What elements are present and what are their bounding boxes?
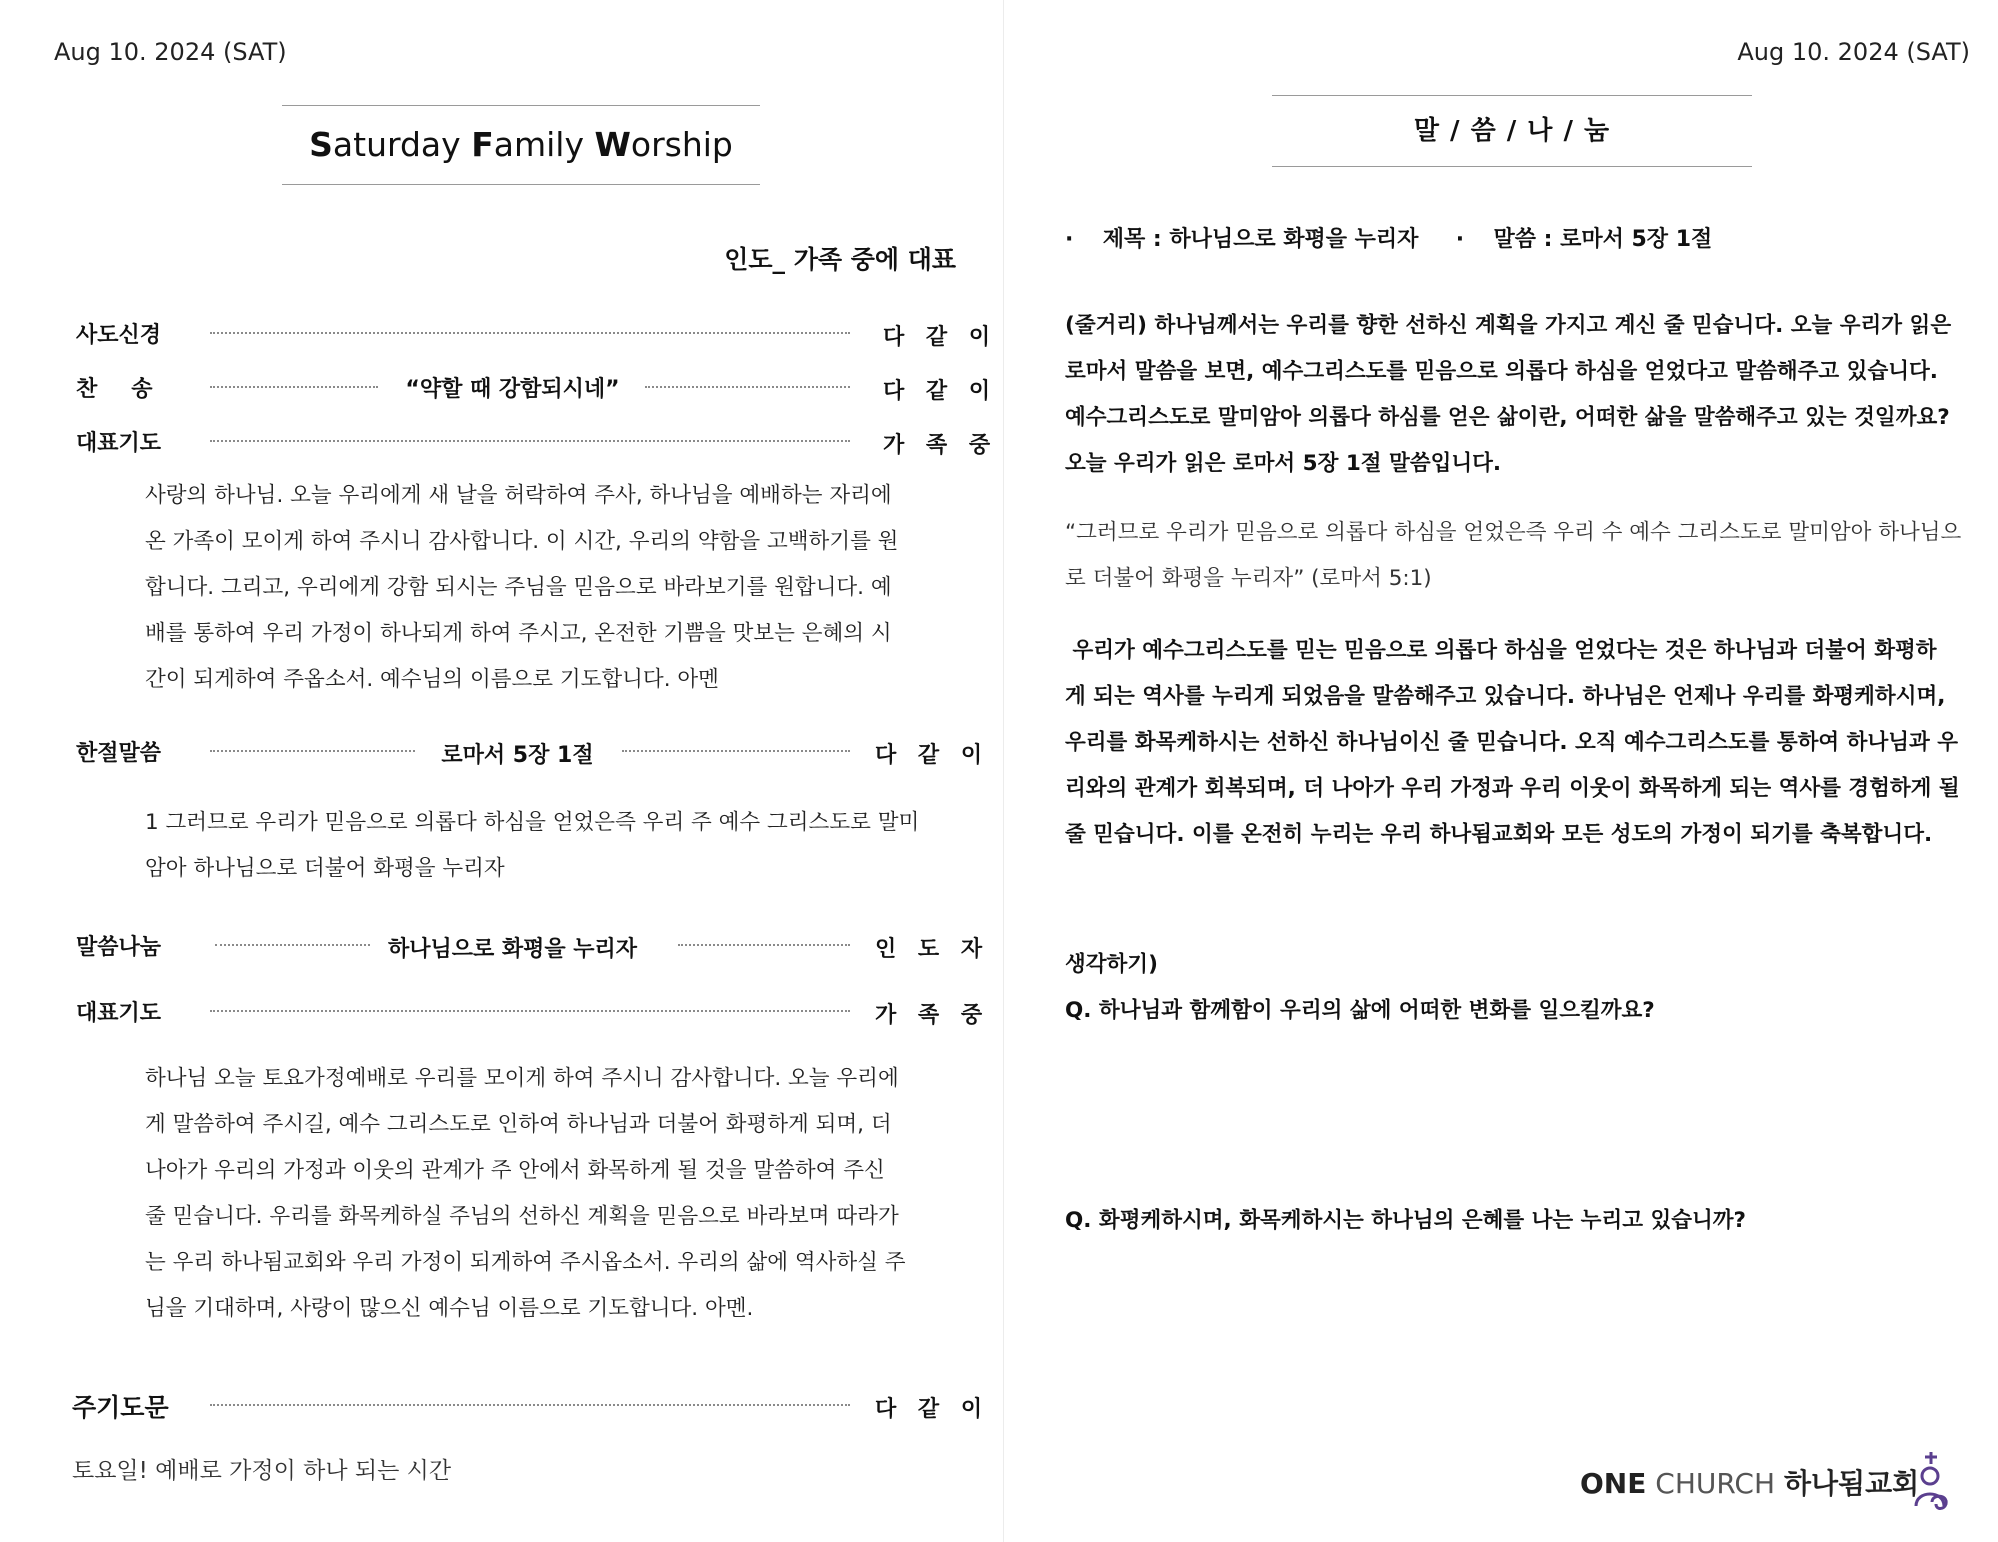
left-date: Aug 10. 2024 (SAT)	[54, 38, 287, 66]
dotted-leader	[622, 750, 850, 752]
sermon-body	[1065, 628, 1965, 858]
opening-prayer-text	[145, 473, 898, 703]
subject-line	[1065, 222, 1712, 253]
worship-title	[282, 105, 760, 185]
right-page	[1005, 0, 1998, 1542]
dotted-leader	[215, 944, 370, 946]
body-line: 우리를 화목케하시는 선하신 하나님이신 줄 믿습니다. 오직 예수그리스도를 통하여 하나님과 우	[1065, 730, 1959, 755]
title-part-1: aturday	[332, 125, 472, 164]
body-line: 우리가 예수그리스도를 믿는 믿음으로 의롭다 하심을 얻었다는 것은 하나님과 더불어 화평하	[1065, 638, 1937, 663]
row-right-hymn: 다 같 이	[883, 379, 998, 404]
prayer-line: 합니다. 그리고, 우리에게 강함 되시는 주님을 믿음으로 바라보기를 원합니다. 예	[145, 575, 892, 600]
dotted-leader	[645, 386, 850, 388]
question-1: Q. 하나님과 함께함이 우리의 삶에 어떠한 변화를 일으킬까요?	[1065, 998, 1655, 1023]
row-right-creed: 다 같 이	[883, 325, 998, 350]
row-right-lords-prayer: 다 같 이	[875, 1397, 990, 1422]
row-right-prayer: 가 족 중	[883, 433, 998, 458]
row-right-closing-prayer: 가 족 중	[875, 1003, 990, 1028]
sermon-subject: 제목 : 하나님으로 화평을 누리자	[1102, 227, 1419, 252]
row-label-hymn: 찬송	[76, 377, 187, 402]
prayer-line: 는 우리 하나됨교회와 우리 가정이 되게하여 주시옵소서. 우리의 삶에 역사하실 주	[145, 1250, 906, 1275]
prayer-line: 온 가족이 모이게 하여 주시니 감사합니다. 이 시간, 우리의 약함을 고백하기를 원	[145, 529, 899, 554]
verse-line: 1 그러므로 우리가 믿음으로 의롭다 하심을 얻었은즉 우리 주 예수 그리스도로 말미	[145, 810, 920, 835]
summary-line: 오늘 우리가 읽은 로마서 5장 1절 말씀입니다.	[1065, 451, 1502, 476]
closing-prayer-text	[145, 1056, 906, 1332]
bullet-icon: ·	[1065, 227, 1074, 252]
dotted-leader	[210, 1404, 850, 1406]
prayer-line: 사랑의 하나님. 오늘 우리에게 새 날을 허락하여 주사, 하나님을 예배하는 자리에	[145, 483, 892, 508]
prayer-line: 줄 믿습니다. 우리를 화목케하실 주님의 선하신 계획을 믿음으로 바라보며 따라가	[145, 1204, 899, 1229]
church-cross-icon	[1910, 1450, 1954, 1512]
dotted-leader	[210, 440, 850, 442]
prayer-line: 배를 통하여 우리 가정이 하나되게 하여 주시고, 온전한 기쁨을 맛보는 은혜의 시	[145, 621, 892, 646]
logo-korean-name: 하나됨교회	[1783, 1467, 1920, 1500]
prayer-line: 님을 기대하며, 사랑이 많으신 예수님 이름으로 기도합니다. 아멘.	[145, 1296, 754, 1321]
sermon-sharing-title: 말 / 씀 / 나 / 눔	[1272, 95, 1752, 167]
title-part-3: orship	[630, 125, 733, 164]
row-middle-verse: 로마서 5장 1절	[441, 743, 594, 768]
prayer-line: 하나님 오늘 토요가정예배로 우리를 모이게 하여 주시니 감사합니다. 오늘 우리에	[145, 1066, 899, 1091]
dotted-leader	[210, 1010, 850, 1012]
body-line: 줄 믿습니다. 이를 온전히 누리는 우리 하나됨교회와 모든 성도의 가정이 되기를 축복합니다.	[1065, 822, 1933, 847]
summary-line: (줄거리) 하나님께서는 우리를 향한 선하신 계획을 가지고 계신 줄 믿습니다. 오늘 우리가 읽은	[1065, 313, 1952, 338]
quote-line: 로 더불어 화평을 누리자” (로마서 5:1)	[1065, 566, 1432, 591]
prayer-line: 게 말씀하여 주시길, 예수 그리스도로 인하여 하나님과 더불어 화평하게 되며, 더	[145, 1112, 892, 1137]
question-2: Q. 화평케하시며, 화목케하시는 하나님의 은혜를 나는 누리고 있습니까?	[1065, 1208, 1747, 1233]
footer-slogan: 토요일! 예배로 가정이 하나 되는 시간	[72, 1458, 452, 1484]
row-middle-hymn: “약할 때 강함되시네”	[405, 377, 620, 402]
sermon-scripture: 말씀 : 로마서 5장 1절	[1493, 227, 1713, 252]
logo-church: CHURCH	[1646, 1467, 1784, 1500]
verse-text	[145, 800, 919, 892]
title-initial-f: F	[471, 125, 494, 164]
summary-line: 로마서 말씀을 보면, 예수그리스도를 믿음으로 의롭다 하심을 얻었다고 말씀해주고 있습니다.	[1065, 359, 1938, 384]
dotted-leader	[210, 750, 415, 752]
row-middle-sharing: 하나님으로 화평을 누리자	[387, 937, 638, 962]
prayer-line: 간이 되게하여 주옵소서. 예수님의 이름으로 기도합니다. 아멘	[145, 667, 719, 692]
row-right-verse: 다 같 이	[875, 743, 990, 768]
prayer-line: 나아가 우리의 가정과 이웃의 관계가 주 안에서 화목하게 될 것을 말씀하여 주신	[145, 1158, 885, 1183]
church-logo	[1580, 1450, 1970, 1510]
right-date: Aug 10. 2024 (SAT)	[1737, 38, 1970, 66]
leader-line: 인도_ 가족 중에 대표	[724, 245, 956, 274]
body-line: 리와의 관계가 회복되며, 더 나아가 우리 가정과 우리 이웃이 화목하게 되는 역사를 경험하게 될	[1065, 776, 1960, 801]
body-line: 게 되는 역사를 누리게 되었음을 말씀해주고 있습니다. 하나님은 언제나 우리를 화평케하시며,	[1065, 684, 1946, 709]
row-label-verse: 한절말씀	[76, 741, 162, 766]
row-right-sharing: 인 도 자	[875, 937, 990, 962]
row-label-prayer: 대표기도	[76, 431, 162, 456]
dotted-leader	[210, 386, 378, 388]
bullet-icon: ·	[1455, 227, 1465, 252]
row-label-creed: 사도신경	[76, 323, 162, 348]
dotted-leader	[210, 332, 850, 334]
scripture-quote	[1065, 510, 1965, 602]
title-part-2: amily	[493, 125, 595, 164]
verse-line: 암아 하나님으로 더불어 화평을 누리자	[145, 856, 505, 881]
title-initial-w: W	[594, 125, 631, 164]
logo-one: ONE	[1580, 1467, 1647, 1500]
quote-line: “그러므로 우리가 믿음으로 의롭다 하심을 얻었은즉 우리 수 예수 그리스도로 말미암아 하나님으	[1065, 520, 1962, 545]
dotted-leader	[678, 944, 850, 946]
think-label: 생각하기)	[1065, 952, 1158, 977]
row-label-closing-prayer: 대표기도	[76, 1001, 162, 1026]
summary-line: 예수그리스도로 말미암아 의롭다 하심를 얻은 삶이란, 어떠한 삶을 말씀해주고 있는 것일까요?	[1065, 405, 1950, 430]
row-label-lords-prayer: 주기도문	[72, 1393, 169, 1422]
logo-wordmark	[1580, 1462, 1919, 1502]
title-initial-s: S	[309, 125, 333, 164]
summary-paragraph	[1065, 303, 1965, 487]
row-label-sharing: 말씀나눔	[76, 935, 162, 960]
